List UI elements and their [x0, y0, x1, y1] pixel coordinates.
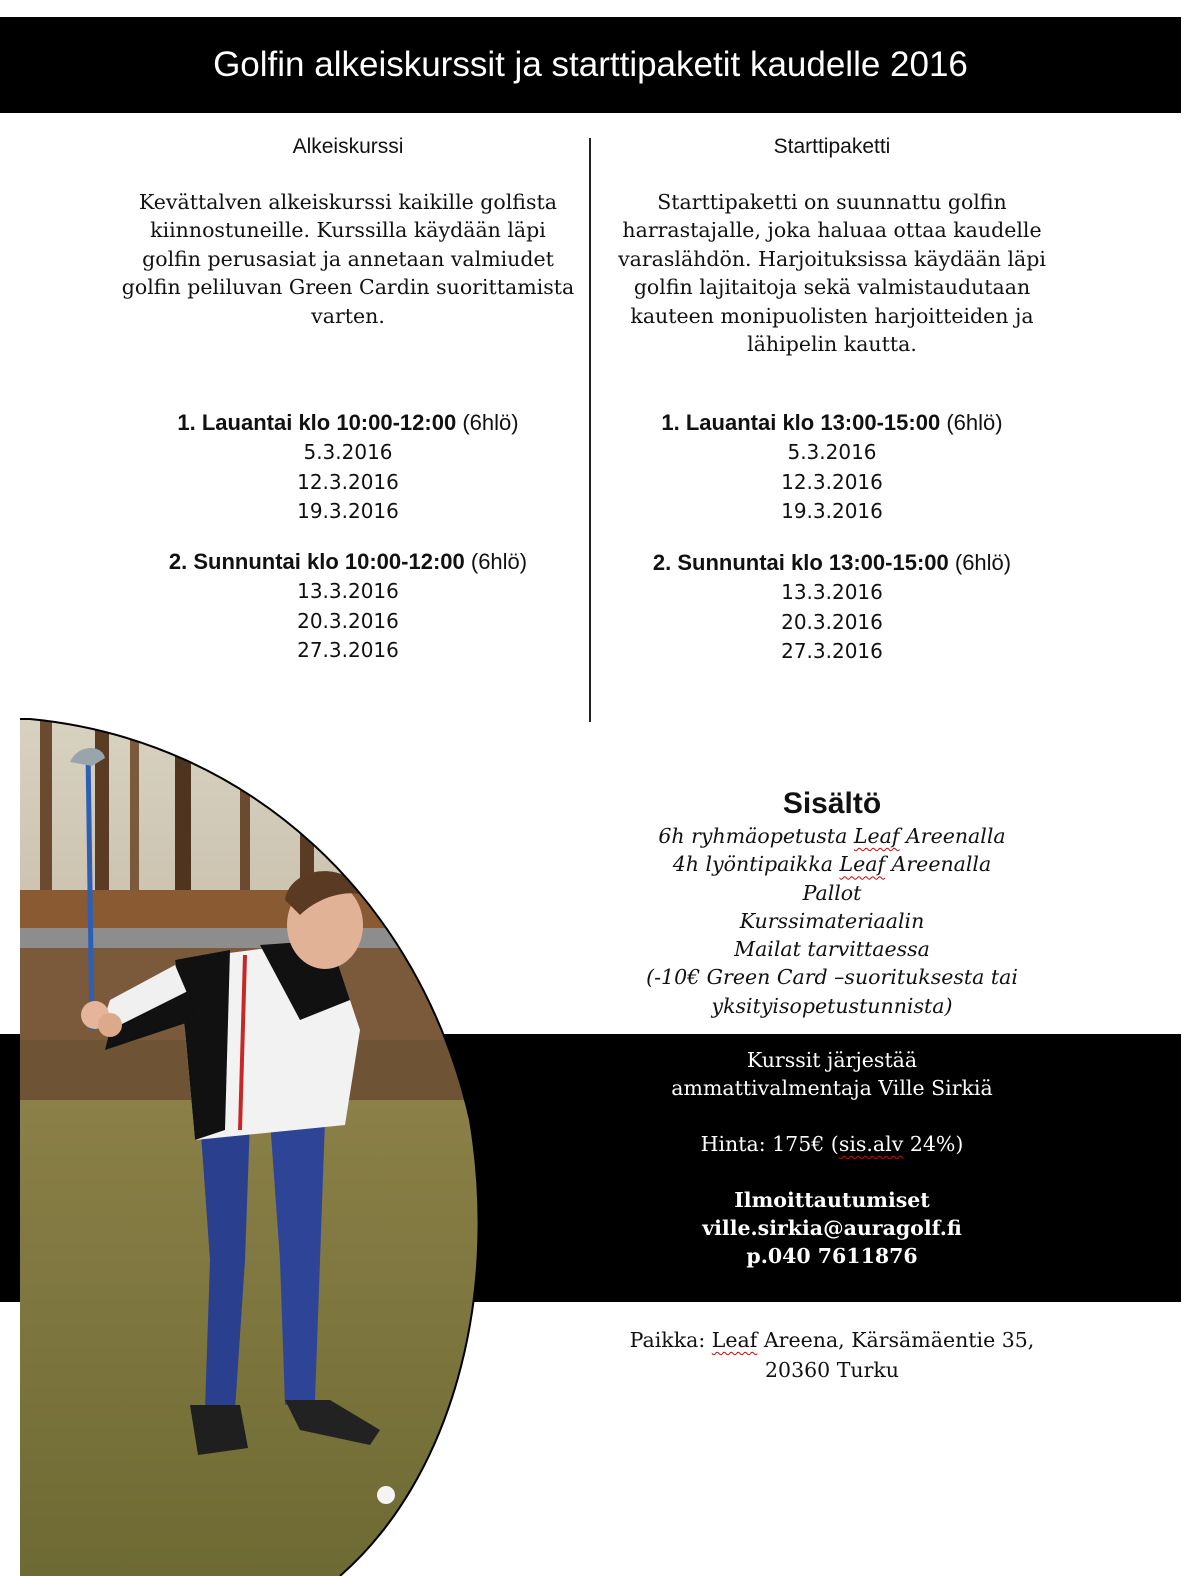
page-title: Golfin alkeiskurssit ja starttipaketit kaudelle 2016	[213, 45, 968, 84]
right-group-2	[604, 548, 1060, 667]
content-item: Pallot	[802, 880, 862, 905]
date: 5.3.2016	[303, 440, 393, 464]
header-banner	[0, 17, 1181, 113]
organizer-line-2: ammattivalmentaja Ville Sirkiä	[671, 1076, 993, 1100]
content-item: yksityisopetustunnista)	[711, 993, 953, 1018]
spell-underline: Leaf	[711, 1328, 758, 1352]
column-divider	[589, 138, 591, 722]
content-item: Kurssimateriaalin	[739, 908, 925, 933]
content-title: Sisältö	[782, 787, 882, 820]
info-text	[620, 1046, 1044, 1270]
right-group-2-label: 2. Sunnuntai klo 13:00-15:00	[652, 550, 949, 575]
left-group-1-size: (6hlö)	[462, 410, 519, 435]
left-group-1	[120, 408, 576, 527]
date: 12.3.2016	[297, 469, 399, 494]
date: 13.3.2016	[781, 580, 883, 604]
golfer-photo	[0, 700, 520, 1576]
right-group-1-size: (6hlö)	[946, 410, 1003, 435]
price: Hinta: 175€ (sis.alv 24%)	[700, 1132, 964, 1156]
content-item: 6h ryhmäopetusta Leaf Areenalla	[658, 824, 1006, 848]
date: 27.3.2016	[297, 638, 399, 662]
address-line-1: Paikka: Leaf Areena, Kärsämäentie 35,	[629, 1328, 1035, 1352]
left-description: Kevättalven alkeiskurssi kaikille golfista kiinnostuneille. Kurssilla käydään läpi golfin perusasiat ja annetaan valmiudet golfin peliluvan Green Cardin suorittamista varten.	[121, 190, 575, 328]
left-group-2	[120, 547, 576, 666]
date: 20.3.2016	[297, 608, 399, 633]
date: 19.3.2016	[781, 499, 883, 523]
date: 27.3.2016	[781, 639, 883, 663]
date: 5.3.2016	[787, 440, 877, 464]
left-column	[120, 135, 576, 675]
address-line-2: 20360 Turku	[764, 1358, 900, 1382]
content-section	[620, 786, 1044, 1020]
left-group-2-size: (6hlö)	[470, 549, 528, 574]
right-heading: Starttipaketti	[773, 135, 891, 158]
date: 20.3.2016	[781, 609, 883, 634]
date: 19.3.2016	[297, 499, 399, 523]
date: 12.3.2016	[781, 469, 883, 494]
spell-underline: Leaf	[839, 852, 886, 877]
right-column	[604, 135, 1060, 675]
right-group-1-label: 1. Lauantai klo 13:00-15:00	[661, 410, 941, 435]
left-heading: Alkeiskurssi	[292, 135, 404, 158]
content-item: Mailat tarvittaessa	[734, 937, 930, 962]
content-item: (-10€ Green Card –suorituksesta tai	[646, 965, 1018, 990]
phone-number: p.040 7611876	[746, 1244, 918, 1268]
location	[620, 1325, 1044, 1385]
left-group-1-label: 1. Lauantai klo 10:00-12:00	[177, 410, 457, 435]
organizer-line-1: Kurssit järjestää	[746, 1048, 918, 1072]
signup-label: Ilmoittautumiset	[734, 1188, 930, 1212]
content-item: 4h lyöntipaikka Leaf Areenalla	[672, 852, 992, 877]
right-group-1	[604, 408, 1060, 527]
spell-underline: Leaf	[853, 824, 900, 848]
spell-underline: sis.alv	[838, 1132, 904, 1156]
right-group-2-size: (6hlö)	[954, 550, 1012, 575]
date: 13.3.2016	[297, 579, 399, 603]
email-link[interactable]: ville.sirkia@auragolf.fi	[702, 1216, 962, 1240]
left-group-2-label: 2. Sunnuntai klo 10:00-12:00	[168, 549, 465, 574]
right-description: Starttipaketti on suunnattu golfin harrastajalle, joka haluaa ottaa kaudelle varaslähdön. Harjoituksissa käydään läpi golfin lajitaitoja sekä valmistaudutaan kauteen monipuolisten harjoitteiden ja lähipelin kautta.	[618, 190, 1046, 357]
